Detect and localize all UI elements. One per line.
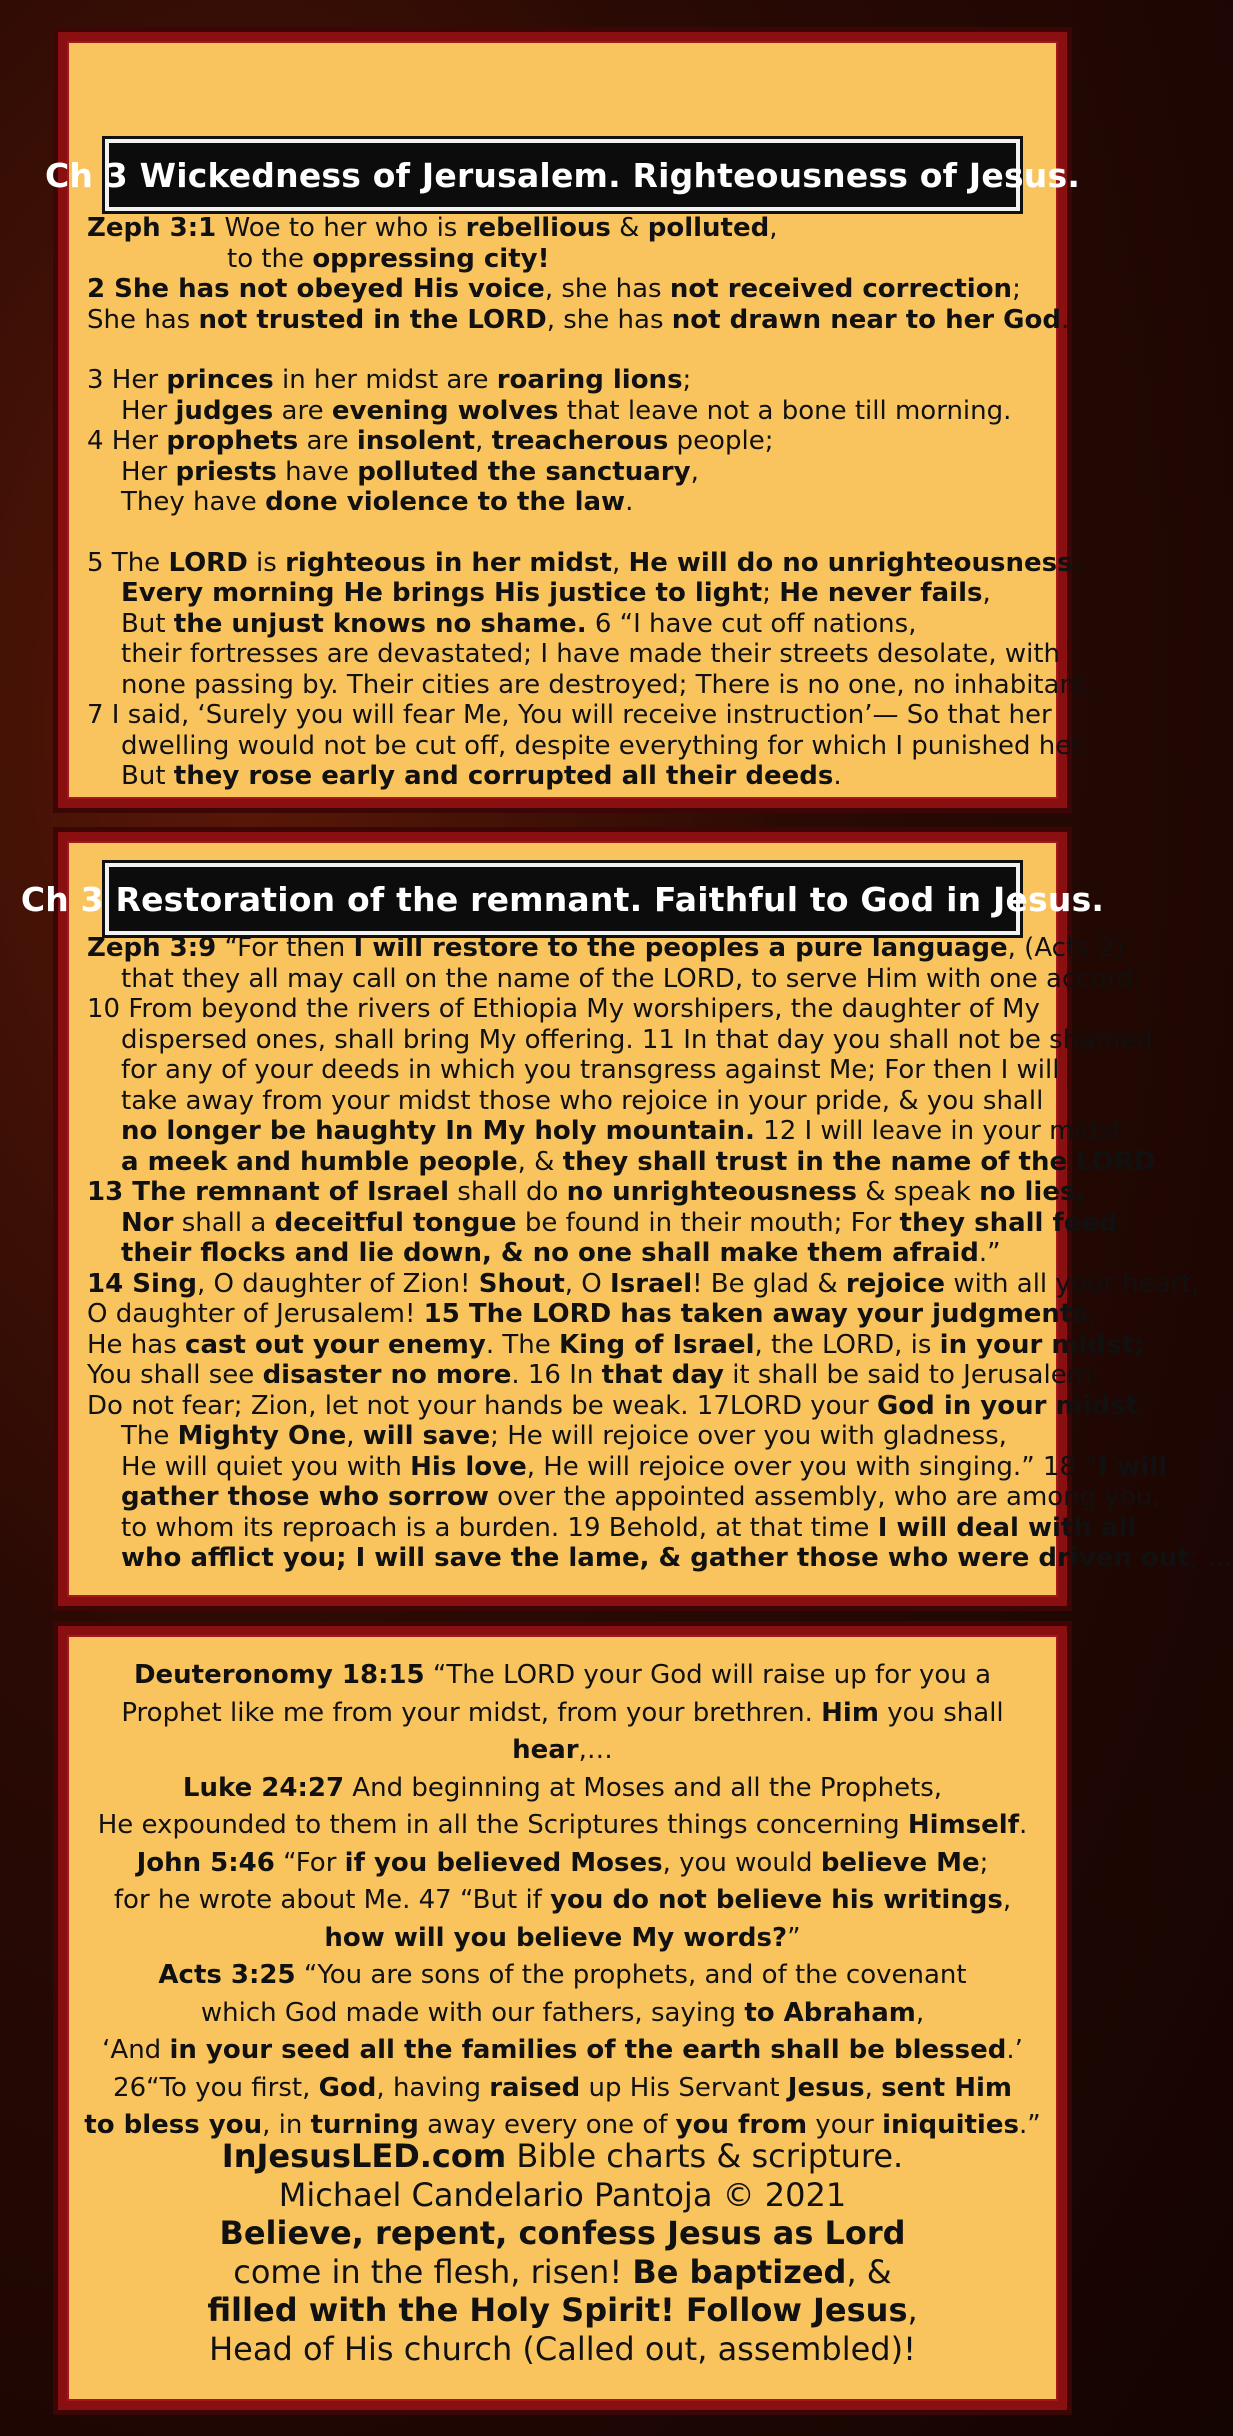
- text-span: turning: [310, 2110, 419, 2140]
- text-span: ,…: [578, 1735, 613, 1765]
- verse-line: [87, 1360, 1101, 1391]
- verse-line: [87, 1421, 1046, 1452]
- text-span: King of Israel: [558, 1329, 755, 1360]
- text-span: Nor: [121, 1207, 174, 1238]
- text-span: ,: [1002, 1885, 1012, 1915]
- text-span: ;: [682, 365, 692, 395]
- text-span: I will: [1097, 1451, 1168, 1482]
- text-span: John 5:46: [136, 1847, 275, 1878]
- text-span: .: [1019, 1810, 1028, 1840]
- text-span: over the appointed assembly, who are among you,: [488, 1482, 1161, 1512]
- text-span: ;: [762, 578, 780, 608]
- text-span: , &: [517, 1146, 563, 1177]
- text-span: The: [103, 547, 169, 578]
- cross-references: [67, 1657, 1058, 2145]
- text-span: “For: [274, 1847, 345, 1878]
- text-span: I will restore to the peoples a pure language: [353, 933, 1008, 963]
- text-span: if you believed Moses: [344, 1847, 663, 1878]
- text-span: that leave not a bone till morning.: [558, 395, 1012, 426]
- verse-line: [87, 1543, 1233, 1574]
- footer-line: [67, 2214, 1058, 2253]
- text-span: And beginning at Moses and all the Prophets,: [344, 1772, 943, 1803]
- text-span: Michael Candelario Pantoja © 2021: [278, 2175, 847, 2214]
- text-span: rebellious: [465, 213, 611, 243]
- text-span: 10: [87, 994, 121, 1024]
- text-span: I will deal with all: [877, 1512, 1137, 1543]
- text-span: ,: [769, 213, 778, 243]
- text-span: Himself: [907, 1810, 1020, 1840]
- text-span: will save: [362, 1421, 491, 1451]
- text-span: roaring lions: [496, 365, 683, 395]
- verse-line: [87, 1177, 1086, 1208]
- footer-line: [67, 2291, 1058, 2330]
- text-span: their fortresses are devastated; I have made their streets desolate, with: [121, 639, 1061, 669]
- text-span: Prophet like me from your midst, from your brethren.: [121, 1697, 822, 1728]
- text-span: You shall see: [87, 1360, 263, 1390]
- text-span: , &: [846, 2252, 892, 2291]
- text-span: how will you believe My words?: [324, 1922, 788, 1953]
- text-span: 12 I will leave in your midst: [754, 1116, 1122, 1146]
- text-span: princes: [166, 365, 274, 395]
- text-span: you from: [675, 2110, 808, 2140]
- text-span: up His Servant: [580, 2072, 788, 2103]
- footer-line: [67, 2176, 1058, 2215]
- reference-line: [67, 1770, 1058, 1808]
- reference-line: [67, 1920, 1058, 1958]
- footer-line: [67, 2330, 1058, 2369]
- verse-line: [87, 457, 1046, 488]
- text-span: ,: [982, 578, 991, 608]
- text-span: in your seed all the families of the earth shall be blessed: [169, 2035, 1007, 2065]
- text-span: , she has: [544, 274, 670, 304]
- text-span: who afflict you; I will save the lame, & gather those who were driven out: [121, 1543, 1190, 1573]
- text-span: Zeph 3:1: [87, 213, 217, 243]
- text-span: ,: [611, 547, 629, 578]
- text-span: deceitful tongue: [274, 1207, 517, 1238]
- reference-line: [67, 1695, 1058, 1770]
- text-span: come in the flesh, risen!: [233, 2252, 633, 2291]
- verse-line: [87, 426, 1046, 457]
- text-span: to Abraham: [744, 1997, 916, 2028]
- text-span: Zeph 3:9: [87, 933, 217, 963]
- text-span: polluted the sanctuary: [357, 456, 691, 487]
- text-span: away every one of: [418, 2110, 676, 2140]
- text-span: , the LORD, is: [754, 1329, 940, 1360]
- text-span: 13 The remnant of Israel: [87, 1177, 450, 1207]
- verse-line: [87, 213, 1046, 244]
- text-span: , in: [262, 2110, 311, 2140]
- text-span: ,: [915, 1997, 925, 2028]
- text-span: , He will rejoice over you with singing.” 18 “: [526, 1451, 1098, 1482]
- text-span: not received correction: [669, 274, 1013, 304]
- text-span: God in your midst: [876, 1390, 1139, 1421]
- footer-line: [67, 2137, 1058, 2176]
- text-span: From beyond the rivers of Ethiopia My worshipers, the daughter of My: [120, 994, 1040, 1024]
- verse-line: [87, 1299, 1097, 1330]
- text-span: .”: [1018, 2110, 1041, 2140]
- text-span: Israel: [610, 1268, 693, 1299]
- text-span: people;: [668, 426, 774, 456]
- text-span: 2 She has not obeyed His voice: [87, 274, 545, 304]
- verse-line: [87, 639, 1061, 670]
- text-span: sent Him: [881, 2072, 1012, 2103]
- text-span: InJesusLED.com: [221, 2137, 507, 2175]
- text-span: polluted: [647, 213, 770, 243]
- text-span: “The LORD your God will raise up for you a: [424, 1660, 992, 1690]
- text-span: Deuteronomy 18:15: [133, 1660, 425, 1690]
- text-span: & speak: [856, 1177, 980, 1207]
- text-span: they shall trust in the name of the LORD: [562, 1146, 1156, 1177]
- text-span: He never fails: [779, 578, 983, 608]
- text-span: But: [121, 761, 174, 791]
- text-span: you shall: [878, 1697, 1004, 1728]
- text-span: ;: [979, 1847, 989, 1878]
- text-span: with all your heart,: [945, 1268, 1200, 1299]
- verse-line: [87, 578, 1046, 609]
- text-span: no longer be haughty In My holy mountain.: [121, 1116, 755, 1146]
- text-span: Every morning He brings His justice to light: [121, 578, 763, 608]
- text-span: Acts 3:25: [158, 1960, 296, 1990]
- text-span: LORD: [168, 547, 248, 578]
- text-span: you do not believe his writings: [550, 1885, 1003, 1915]
- verse-line: [87, 1055, 1060, 1086]
- text-span: ! Be glad &: [692, 1268, 846, 1299]
- panel-title: Ch 3 Restoration of the remnant. Faithful to God in Jesus.: [105, 863, 1020, 935]
- verse-line: [87, 761, 1046, 792]
- text-span: no unrighteousness: [566, 1177, 857, 1207]
- text-span: be found in their mouth; For: [516, 1207, 900, 1238]
- text-span: .: [833, 761, 842, 791]
- reference-line: [67, 1657, 1058, 1695]
- text-span: , having: [376, 2072, 490, 2103]
- text-span: judges: [175, 395, 274, 426]
- references-panel: [58, 1626, 1067, 2410]
- text-span: Do not fear; Zion, let not your hands be weak. 17LORD your: [87, 1390, 877, 1421]
- text-span: , she has: [546, 304, 672, 335]
- text-span: to bless you: [84, 2110, 263, 2140]
- text-span: His love: [410, 1451, 527, 1482]
- text-span: ,: [1087, 1299, 1097, 1329]
- text-span: to the: [227, 243, 313, 274]
- text-span: ,: [1138, 1390, 1147, 1421]
- text-span: priests: [175, 456, 277, 487]
- text-span: righteous in her midst: [285, 547, 612, 578]
- verse-line: [87, 1451, 1168, 1483]
- text-span: He will do no unrighteousness.: [628, 547, 1083, 578]
- text-span: for any of your deeds in which you transgress against Me; For then I will: [121, 1055, 1060, 1085]
- text-span: Jesus: [787, 2072, 865, 2103]
- text-span: that day: [601, 1360, 724, 1390]
- text-span: ‘And: [102, 2035, 170, 2065]
- text-span: Woe to her who is: [216, 213, 466, 243]
- verse-line: [87, 700, 1052, 731]
- text-span: Her: [103, 426, 167, 456]
- text-span: 14 Sing: [87, 1268, 197, 1299]
- verse-line: [87, 1482, 1161, 1513]
- text-span: Bible charts & scripture.: [506, 2137, 904, 2175]
- text-span: a meek and humble people: [121, 1146, 518, 1177]
- text-span: 7: [87, 700, 104, 730]
- reference-line: [67, 1882, 1058, 1920]
- verse-line: [87, 669, 1095, 701]
- text-span: are: [273, 395, 332, 426]
- text-span: 26“To you first,: [113, 2072, 319, 2103]
- text-span: ”: [787, 1922, 801, 1953]
- verse-line: [87, 1329, 1145, 1361]
- line-gap: [87, 518, 1046, 548]
- verse-line: [87, 396, 1046, 427]
- text-span: ; …: [1189, 1543, 1233, 1573]
- text-span: Her: [121, 456, 176, 487]
- text-span: shall a: [173, 1207, 275, 1238]
- panel-title: Ch 3 Wickedness of Jerusalem. Righteousness of Jesus.: [105, 139, 1020, 211]
- text-span: filled with the Holy Spirit! Follow Jesus: [207, 2291, 908, 2329]
- text-span: are: [298, 426, 357, 456]
- verse-line: [87, 365, 1046, 396]
- text-span: ,: [690, 456, 699, 487]
- text-span: treacherous: [491, 426, 669, 456]
- text-span: I said, ‘Surely you will fear Me, You will receive instruction’— So that her: [103, 700, 1052, 730]
- text-span: the unjust knows no shame.: [173, 608, 587, 639]
- text-span: Her: [121, 395, 176, 426]
- text-span: disaster no more: [262, 1360, 512, 1390]
- verse-line: [87, 1086, 1046, 1117]
- restoration-panel: [20, 832, 1233, 1606]
- reference-line: [67, 2032, 1058, 2070]
- text-span: They have: [121, 487, 266, 517]
- text-span: .: [1060, 304, 1070, 335]
- reference-line: [67, 1807, 1058, 1845]
- text-span: She has: [87, 304, 199, 335]
- text-span: The: [121, 1421, 178, 1451]
- text-span: 5: [87, 547, 104, 578]
- verse-line: [87, 1238, 1046, 1269]
- text-span: ,: [907, 2291, 918, 2329]
- verse-line: [87, 609, 1046, 640]
- text-span: done violence to the law: [265, 487, 626, 517]
- text-span: it shall be said to Jerusalem:: [723, 1360, 1101, 1390]
- verse-line: [87, 274, 1046, 305]
- text-span: .: [1155, 1146, 1164, 1177]
- reference-line: [67, 1995, 1058, 2033]
- text-span: He will quiet you with: [121, 1451, 411, 1482]
- text-span: Luke 24:27: [182, 1772, 345, 1803]
- verse-line: [87, 1146, 1164, 1178]
- text-span: &: [610, 213, 648, 243]
- text-span: Be baptized: [632, 2252, 847, 2291]
- text-span: Shout: [478, 1268, 565, 1299]
- text-span: take away from your midst those who rejoice in your pride, & you shall: [121, 1085, 1044, 1116]
- text-span: Her: [103, 365, 167, 395]
- line-gap: [87, 335, 1046, 365]
- text-span: , O: [564, 1268, 611, 1299]
- text-span: dispersed ones, shall bring My offering. 11 In that day you shall not be shamed: [121, 1024, 1153, 1055]
- text-span: none passing by. Their cities are destroyed; There is no one, no inhabitant.: [121, 669, 1095, 700]
- text-span: believe Me: [820, 1847, 980, 1878]
- text-span: iniquities: [882, 2110, 1019, 2140]
- text-span: oppressing city!: [312, 243, 550, 274]
- text-span: raised: [489, 2072, 581, 2103]
- text-span: . 16 In: [511, 1360, 602, 1390]
- reference-line: [67, 2070, 1058, 2108]
- text-span: they rose early and corrupted all their deeds: [173, 761, 834, 791]
- text-span: which God made with our fathers, saying: [200, 1997, 745, 2028]
- verse-line: [87, 730, 1088, 762]
- verse-line: [87, 963, 1142, 995]
- verse-line: [87, 1390, 1147, 1422]
- text-span: , (Acts 2): [1007, 933, 1125, 963]
- text-span: have: [276, 456, 358, 487]
- text-span: gather those who sorrow: [121, 1482, 489, 1512]
- verse-line: [87, 487, 1046, 518]
- footer-line: [67, 2253, 1058, 2292]
- text-span: .”: [978, 1238, 1001, 1268]
- text-span: not drawn near to her God: [671, 304, 1061, 335]
- text-span: not trusted in the LORD: [198, 304, 547, 335]
- text-span: 3: [87, 365, 104, 395]
- text-span: Him: [821, 1697, 879, 1728]
- wickedness-panel: [44, 32, 1095, 808]
- reference-line: [67, 1957, 1058, 1995]
- verse-line: [87, 994, 1046, 1025]
- text-span: rejoice: [845, 1268, 946, 1299]
- text-span: “For then: [216, 933, 354, 963]
- text-span: .: [625, 487, 634, 517]
- text-span: hear: [512, 1735, 579, 1765]
- text-span: insolent: [356, 426, 476, 456]
- text-span: dwelling would not be cut off, despite everything for which I punished her.: [121, 730, 1088, 761]
- verse-line: [87, 933, 1125, 964]
- text-span: Believe, repent, confess Jesus as Lord: [219, 2214, 906, 2252]
- text-span: 6 “I have cut off nations,: [586, 608, 917, 639]
- text-span: ,: [864, 2072, 882, 2103]
- text-span: ,: [346, 1421, 363, 1451]
- text-span: they shall feed: [899, 1207, 1118, 1238]
- text-span: evening wolves: [331, 395, 559, 426]
- verse-line: [87, 1024, 1153, 1056]
- text-span: God: [318, 2072, 377, 2103]
- text-span: “You are sons of the prophets, and of the covenant: [295, 1960, 967, 1990]
- verse-line: [87, 1268, 1200, 1300]
- text-span: shall do: [449, 1177, 567, 1207]
- text-span: But: [121, 608, 174, 639]
- text-span: ; He will rejoice over you with gladness,: [490, 1421, 1007, 1451]
- text-span: cast out your enemy: [185, 1329, 486, 1360]
- text-span: He expounded to them in all the Scriptures things concerning: [97, 1810, 908, 1840]
- text-span: prophets: [166, 426, 299, 456]
- text-span: . The: [485, 1329, 559, 1360]
- verse-line: [87, 1116, 1122, 1147]
- scripture-text: [87, 213, 1095, 792]
- text-span: for he wrote about Me. 47 “But if: [113, 1885, 551, 1915]
- text-span: in your midst;: [939, 1329, 1145, 1360]
- text-span: no lies,: [979, 1177, 1086, 1207]
- text-span: 15 The LORD has taken away your judgments: [423, 1299, 1088, 1329]
- text-span: , you would: [662, 1847, 821, 1878]
- text-span: is: [247, 547, 286, 578]
- scripture-text: [87, 933, 1233, 1574]
- text-span: 4: [87, 426, 104, 456]
- verse-line: [87, 244, 1046, 275]
- verse-line: [87, 547, 1083, 579]
- text-span: O daughter of Jerusalem!: [87, 1299, 424, 1329]
- verse-line: [87, 1512, 1137, 1544]
- text-span: Mighty One: [177, 1421, 347, 1451]
- text-span: in her midst are: [273, 365, 497, 395]
- text-span: their flocks and lie down, & no one shall make them afraid: [121, 1238, 979, 1268]
- text-span: , O daughter of Zion!: [197, 1268, 479, 1299]
- footer-credits: [67, 2137, 1058, 2368]
- text-span: that they all may call on the name of the LORD, to serve Him with one accord.: [121, 963, 1142, 994]
- text-span: your: [807, 2110, 883, 2140]
- text-span: to whom its reproach is a burden. 19 Behold, at that time: [121, 1512, 878, 1543]
- text-span: He has: [87, 1329, 186, 1360]
- text-span: Head of His church (Called out, assembled)!: [209, 2329, 916, 2368]
- verse-line: [87, 304, 1070, 336]
- text-span: .’: [1006, 2035, 1023, 2065]
- text-span: ;: [1012, 274, 1021, 304]
- reference-line: [67, 1845, 1058, 1883]
- verse-line: [87, 1207, 1118, 1239]
- text-span: ,: [475, 426, 492, 456]
